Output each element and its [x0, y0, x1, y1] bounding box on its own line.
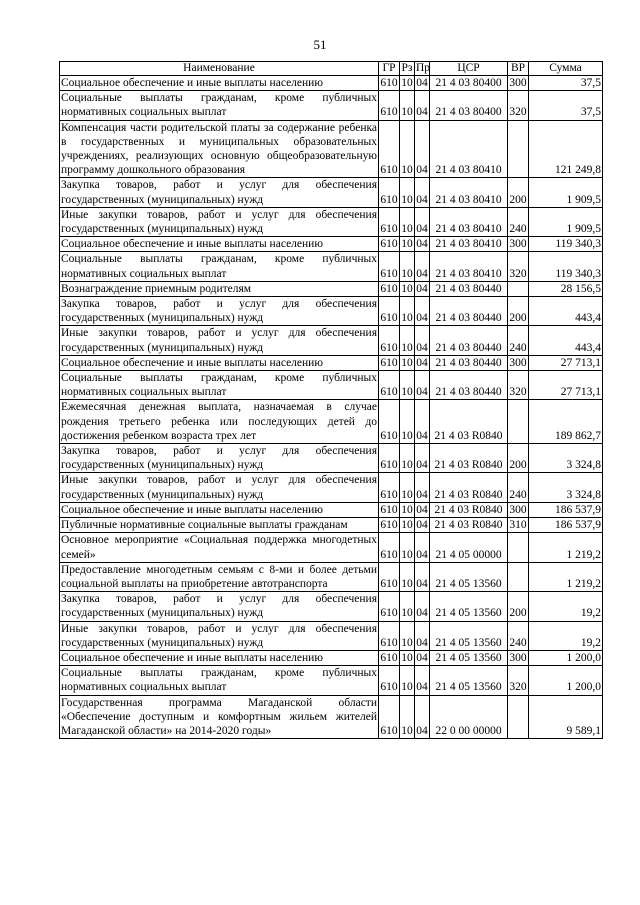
- row-vr: 240: [508, 473, 529, 502]
- table-header-row: [60, 62, 603, 76]
- table-row: [60, 473, 603, 502]
- row-gr: 610: [380, 238, 398, 251]
- row-vr: 200: [508, 592, 529, 621]
- row-vr: 300: [509, 77, 527, 89]
- row-vr: [508, 120, 529, 178]
- row-rz: 10: [400, 473, 415, 502]
- row-pr: 04: [415, 400, 430, 444]
- row-csr: 21 4 03 80440: [430, 297, 508, 326]
- row-csr: 21 4 03 80410: [430, 207, 508, 236]
- row-gr: 610: [379, 252, 400, 281]
- row-vr: [508, 695, 529, 739]
- row-name: Социальные выплаты гражданам, кроме публичных нормативных социальных выплат: [61, 92, 377, 119]
- row-pr: 04: [416, 519, 428, 532]
- row-gr: 610: [379, 297, 400, 326]
- row-sum: 1 219,2: [529, 533, 603, 562]
- table-row: [60, 400, 603, 444]
- table-row: [60, 592, 603, 621]
- row-vr: 300: [509, 503, 527, 516]
- table-row: [60, 533, 603, 562]
- row-gr: 610: [379, 120, 400, 178]
- row-gr: 610: [379, 207, 400, 236]
- budget-table: [59, 61, 603, 739]
- row-csr: 21 4 03 R0840: [430, 444, 508, 473]
- table-row: [60, 207, 603, 236]
- page-number: 51: [313, 37, 327, 52]
- row-csr: 21 4 05 00000: [430, 533, 508, 562]
- row-sum: 119 340,3: [529, 252, 603, 281]
- table-row: [60, 650, 603, 665]
- row-sum: 443,4: [529, 326, 603, 355]
- row-csr: 21 4 03 R0840: [430, 400, 508, 444]
- row-rz: 10: [401, 356, 413, 369]
- row-name: Вознаграждение приемным родителям: [60, 281, 379, 296]
- table-row: [60, 666, 603, 695]
- row-csr: 21 4 05 13560: [430, 592, 508, 621]
- row-pr: 04: [415, 592, 430, 621]
- row-rz: 10: [400, 91, 415, 120]
- row-sum: 443,4: [529, 297, 603, 326]
- row-vr: [508, 400, 529, 444]
- row-pr: 04: [415, 695, 430, 739]
- row-csr: 21 4 03 80440: [430, 326, 508, 355]
- row-sum: 27 713,1: [529, 371, 603, 400]
- row-pr: 04: [416, 356, 428, 369]
- row-name: Социальное обеспечение и иные выплаты населению: [60, 237, 379, 252]
- row-gr: 610: [379, 91, 400, 120]
- row-name: Социальное обеспечение и иные выплаты населению: [60, 76, 379, 91]
- row-csr: 21 4 03 R0840: [430, 502, 508, 517]
- row-gr: 610: [379, 621, 400, 650]
- row-pr: 04: [415, 120, 430, 178]
- row-gr: 610: [379, 400, 400, 444]
- row-csr: 22 0 00 00000: [430, 695, 508, 739]
- row-vr: 300: [509, 238, 527, 251]
- row-sum: 1 200,0: [529, 650, 603, 665]
- row-sum: 189 862,7: [529, 400, 603, 444]
- row-vr: [508, 562, 529, 591]
- row-csr: 21 4 03 80440: [430, 281, 508, 296]
- row-sum: 1 909,5: [529, 207, 603, 236]
- row-vr: [508, 281, 529, 296]
- row-gr: 610: [379, 326, 400, 355]
- row-sum: 37,5: [529, 91, 603, 120]
- row-gr: 610: [379, 444, 400, 473]
- row-name: Ежемесячная денежная выплата, назначаемая в случае рождения третьего ребенка или последующих детей до достижения ребенком возраста трех лет: [61, 401, 377, 442]
- row-gr: 610: [379, 371, 400, 400]
- header-vr: ВР: [508, 62, 529, 76]
- row-sum: 1 219,2: [529, 562, 603, 591]
- row-rz: 10: [401, 77, 413, 89]
- table-row: [60, 281, 603, 296]
- row-name: Предоставление многодетным семьям с 8-ми и более детьми социальной выплаты на приобретение автотранспорта: [61, 563, 377, 590]
- row-gr: 610: [380, 77, 398, 89]
- row-name: Социальные выплаты гражданам, кроме публичных нормативных социальных выплат: [61, 667, 377, 694]
- table-row: [60, 326, 603, 355]
- row-pr: 04: [416, 238, 428, 251]
- table-row: [60, 562, 603, 591]
- row-csr: 21 4 03 80440: [430, 371, 508, 400]
- row-csr: 21 4 03 80410: [430, 120, 508, 178]
- row-vr: 320: [508, 371, 529, 400]
- row-rz: 10: [400, 562, 415, 591]
- row-csr: 21 4 03 80440: [430, 355, 508, 370]
- row-name: Публичные нормативные социальные выплаты гражданам: [60, 518, 379, 533]
- row-csr: 21 4 03 R0840: [430, 473, 508, 502]
- row-rz: 10: [401, 519, 413, 532]
- row-pr: 04: [415, 621, 430, 650]
- row-gr: 610: [380, 282, 398, 295]
- row-pr: 04: [415, 207, 430, 236]
- row-pr: 04: [415, 326, 430, 355]
- row-rz: 10: [400, 120, 415, 178]
- header-name: Наименование: [60, 62, 379, 76]
- row-name: Закупка товаров, работ и услуг для обеспечения государственных (муниципальных) нужд: [61, 445, 377, 472]
- row-vr: 200: [508, 178, 529, 207]
- row-rz: 10: [400, 207, 415, 236]
- row-vr: 310: [509, 519, 527, 532]
- row-csr: 21 4 05 13560: [430, 621, 508, 650]
- row-sum: 121 249,8: [529, 120, 603, 178]
- row-rz: 10: [400, 533, 415, 562]
- row-gr: 610: [380, 503, 398, 516]
- row-vr: 240: [508, 326, 529, 355]
- row-vr: 320: [508, 252, 529, 281]
- row-gr: 610: [379, 562, 400, 591]
- row-sum: 9 589,1: [529, 695, 603, 739]
- row-sum: 119 340,3: [529, 237, 603, 252]
- row-name: Социальное обеспечение и иные выплаты населению: [60, 355, 379, 370]
- row-pr: 04: [415, 533, 430, 562]
- row-sum: 186 537,9: [529, 518, 603, 533]
- row-csr: 21 4 03 80410: [430, 237, 508, 252]
- row-csr: 21 4 03 80400: [430, 76, 508, 91]
- table-row: [60, 120, 603, 178]
- row-csr: 21 4 05 13560: [430, 562, 508, 591]
- row-gr: 610: [379, 473, 400, 502]
- row-rz: 10: [400, 666, 415, 695]
- row-name: Иные закупки товаров, работ и услуг для обеспечения государственных (муниципальных) нужд: [61, 474, 377, 501]
- row-csr: 21 4 05 13560: [430, 650, 508, 665]
- row-rz: 10: [401, 651, 413, 664]
- row-sum: 186 537,9: [529, 502, 603, 517]
- row-rz: 10: [400, 621, 415, 650]
- row-name: Государственная программа Магаданской области «Обеспечение доступным и комфортным жильем жителей Магаданской области» на 2014-2020 годы»: [61, 696, 377, 737]
- table-row: [60, 502, 603, 517]
- row-sum: 1 909,5: [529, 178, 603, 207]
- row-vr: 320: [508, 91, 529, 120]
- row-csr: 21 4 05 13560: [430, 666, 508, 695]
- row-rz: 10: [400, 371, 415, 400]
- table-row: [60, 237, 603, 252]
- row-vr: 300: [509, 356, 527, 369]
- row-sum: 37,5: [529, 76, 603, 91]
- row-pr: 04: [416, 503, 428, 516]
- row-name: Социальное обеспечение и иные выплаты населению: [60, 502, 379, 517]
- row-name: Иные закупки товаров, работ и услуг для обеспечения государственных (муниципальных) нужд: [61, 208, 377, 236]
- row-csr: 21 4 03 80410: [430, 178, 508, 207]
- row-sum: 27 713,1: [529, 355, 603, 370]
- row-name: Компенсация части родительской платы за содержание ребенка в государственных и муниципальных образовательных учреждениях, реализующих основную общеобразовательную программу дошкольного образования: [61, 121, 377, 177]
- row-vr: 200: [508, 444, 529, 473]
- table-row: [60, 695, 603, 739]
- row-rz: 10: [401, 503, 413, 516]
- row-name: Основное мероприятие «Социальная поддержка многодетных семей»: [61, 534, 377, 561]
- row-pr: 04: [415, 91, 430, 120]
- row-rz: 10: [400, 444, 415, 473]
- row-sum: 3 324,8: [529, 473, 603, 502]
- row-sum: 3 324,8: [529, 444, 603, 473]
- row-rz: 10: [400, 400, 415, 444]
- row-rz: 10: [401, 238, 413, 251]
- row-rz: 10: [400, 592, 415, 621]
- table-row: [60, 76, 603, 91]
- row-name: Иные закупки товаров, работ и услуг для обеспечения государственных (муниципальных) нужд: [61, 327, 377, 354]
- row-pr: 04: [416, 77, 428, 89]
- row-gr: 610: [380, 519, 398, 532]
- row-rz: 10: [400, 326, 415, 355]
- row-gr: 610: [379, 592, 400, 621]
- table-row: [60, 621, 603, 650]
- row-pr: 04: [415, 252, 430, 281]
- table-row: [60, 91, 603, 120]
- row-gr: 610: [379, 533, 400, 562]
- row-sum: 28 156,5: [529, 281, 603, 296]
- row-name: Социальное обеспечение и иные выплаты населению: [60, 650, 379, 665]
- row-name: Иные закупки товаров, работ и услуг для обеспечения государственных (муниципальных) нужд: [61, 622, 377, 649]
- row-rz: 10: [401, 282, 413, 295]
- row-gr: 610: [380, 356, 398, 369]
- row-sum: 19,2: [529, 621, 603, 650]
- row-rz: 10: [400, 178, 415, 207]
- row-gr: 610: [379, 666, 400, 695]
- row-vr: [508, 533, 529, 562]
- header-rz: Рз: [400, 62, 415, 76]
- row-csr: 21 4 03 80410: [430, 252, 508, 281]
- header-sum: Сумма: [529, 62, 603, 76]
- row-csr: 21 4 03 80400: [430, 91, 508, 120]
- row-vr: 300: [509, 651, 527, 664]
- row-vr: 200: [508, 297, 529, 326]
- row-pr: 04: [415, 178, 430, 207]
- row-pr: 04: [415, 562, 430, 591]
- header-gr: ГР: [379, 62, 400, 76]
- row-csr: 21 4 03 R0840: [430, 518, 508, 533]
- table-row: [60, 355, 603, 370]
- row-sum: 1 200,0: [529, 666, 603, 695]
- row-pr: 04: [415, 473, 430, 502]
- row-sum: 19,2: [529, 592, 603, 621]
- table-row: [60, 371, 603, 400]
- row-rz: 10: [400, 252, 415, 281]
- row-rz: 10: [400, 695, 415, 739]
- table-row: [60, 178, 603, 207]
- row-vr: 240: [508, 621, 529, 650]
- row-pr: 04: [415, 371, 430, 400]
- row-vr: 240: [508, 207, 529, 236]
- row-vr: 320: [508, 666, 529, 695]
- row-pr: 04: [415, 666, 430, 695]
- row-pr: 04: [416, 651, 428, 664]
- row-name: Социальные выплаты гражданам, кроме публичных нормативных социальных выплат: [61, 372, 377, 399]
- row-pr: 04: [416, 282, 428, 295]
- table-row: [60, 444, 603, 473]
- table-body: [60, 76, 603, 739]
- table-row: [60, 518, 603, 533]
- row-rz: 10: [400, 297, 415, 326]
- row-name: Закупка товаров, работ и услуг для обеспечения государственных (муниципальных) нужд: [61, 179, 377, 206]
- row-pr: 04: [415, 444, 430, 473]
- table-row: [60, 252, 603, 281]
- row-pr: 04: [415, 297, 430, 326]
- row-gr: 610: [379, 178, 400, 207]
- row-name: Закупка товаров, работ и услуг для обеспечения государственных (муниципальных) нужд: [61, 298, 377, 325]
- row-name: Закупка товаров, работ и услуг для обеспечения государственных (муниципальных) нужд: [61, 593, 377, 620]
- row-gr: 610: [379, 695, 400, 739]
- header-csr: ЦСР: [430, 62, 508, 76]
- row-gr: 610: [380, 651, 398, 664]
- row-name: Социальные выплаты гражданам, кроме публичных нормативных социальных выплат: [61, 253, 377, 280]
- header-pr: Пр: [416, 62, 431, 74]
- table-row: [60, 297, 603, 326]
